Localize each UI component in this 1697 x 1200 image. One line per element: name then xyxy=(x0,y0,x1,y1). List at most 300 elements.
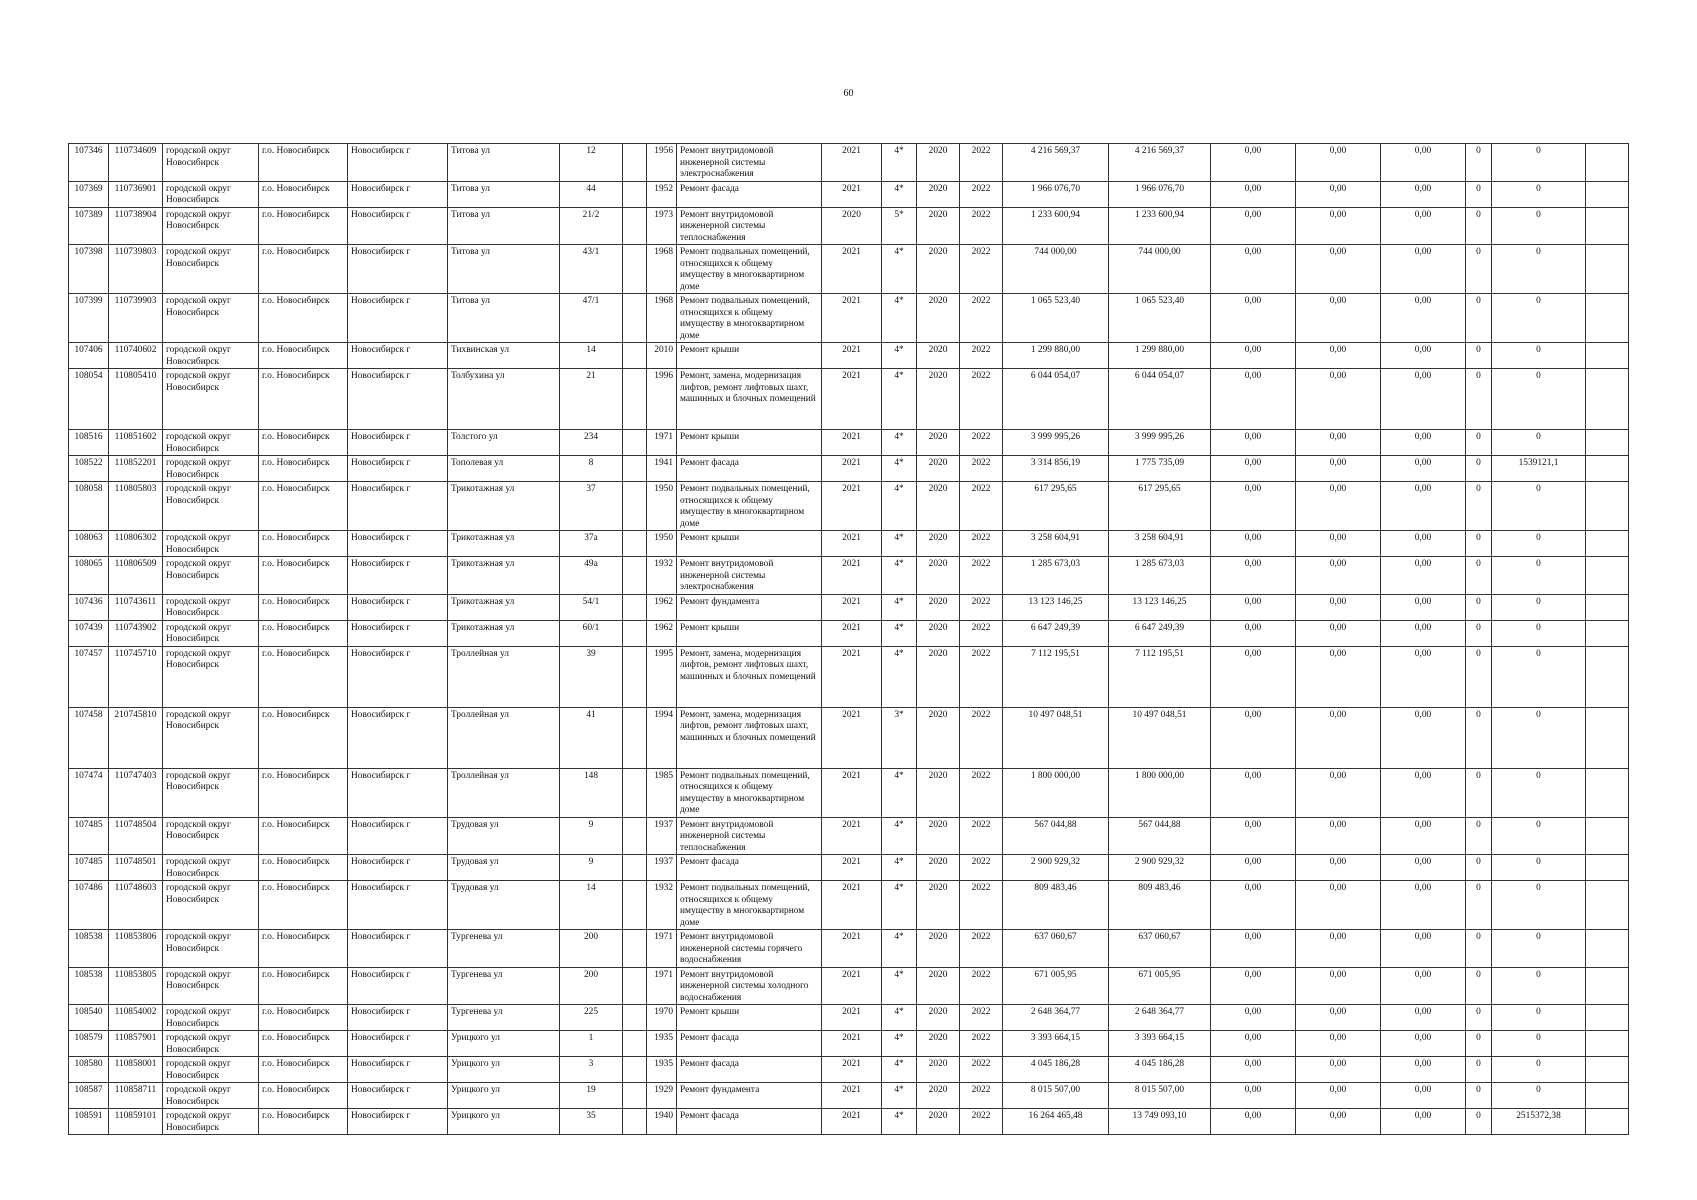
row-value-3: 0,00 xyxy=(1381,343,1466,369)
row-value-3: 0,00 xyxy=(1381,817,1466,855)
row-year-from: 2020 xyxy=(917,881,960,930)
row-blank xyxy=(623,855,647,881)
row-work-type: Ремонт внутридомовой инженерной системы холодного водоснабжения xyxy=(677,967,822,1005)
row-note xyxy=(1586,1083,1629,1109)
row-work-type: Ремонт подвальных помещений, относящихся к общему имуществу в многоквартирном доме xyxy=(677,768,822,817)
row-total-cost: 637 060,67 xyxy=(1003,930,1109,968)
row-value-5: 0 xyxy=(1492,1031,1586,1057)
row-blank xyxy=(623,369,647,430)
row-category: 4* xyxy=(882,245,917,294)
row-year: 1952 xyxy=(647,181,677,207)
row-total-cost: 3 999 995,26 xyxy=(1003,430,1109,456)
row-value-1: 0,00 xyxy=(1211,1109,1296,1135)
row-value-3: 0,00 xyxy=(1381,646,1466,707)
row-year-from: 2020 xyxy=(917,1083,960,1109)
row-house: 12 xyxy=(560,144,623,182)
row-note xyxy=(1586,768,1629,817)
row-work-type: Ремонт внутридомовой инженерной системы электроснабжения xyxy=(677,557,822,595)
row-year-from: 2020 xyxy=(917,245,960,294)
row-work-type: Ремонт фундамента xyxy=(677,594,822,620)
row-okrug: городской округ Новосибирск xyxy=(163,707,259,768)
row-work-type: Ремонт крыши xyxy=(677,620,822,646)
row-fund-cost: 1 966 076,70 xyxy=(1109,181,1211,207)
row-work-type: Ремонт фасада xyxy=(677,181,822,207)
row-value-5: 2515372,38 xyxy=(1492,1109,1586,1135)
row-note xyxy=(1586,430,1629,456)
row-value-2: 0,00 xyxy=(1296,482,1381,531)
row-work-type: Ремонт подвальных помещений, относящихся к общему имуществу в многоквартирном доме xyxy=(677,881,822,930)
row-note xyxy=(1586,1109,1629,1135)
row-value-4: 0 xyxy=(1466,620,1492,646)
table-row xyxy=(69,531,1629,557)
row-city: Новосибирск г xyxy=(348,1057,448,1083)
row-fund-cost: 2 648 364,77 xyxy=(1109,1005,1211,1031)
row-value-5: 0 xyxy=(1492,930,1586,968)
row-year-from: 2020 xyxy=(917,707,960,768)
row-work-type: Ремонт фундамента xyxy=(677,1083,822,1109)
row-year-to: 2022 xyxy=(960,817,1003,855)
row-note xyxy=(1586,207,1629,245)
row-total-cost: 7 112 195,51 xyxy=(1003,646,1109,707)
row-blank xyxy=(623,1057,647,1083)
row-note xyxy=(1586,245,1629,294)
row-id: 108522 xyxy=(69,456,109,482)
row-fund-cost: 567 044,88 xyxy=(1109,817,1211,855)
row-value-4: 0 xyxy=(1466,294,1492,343)
row-value-4: 0 xyxy=(1466,930,1492,968)
row-city: Новосибирск г xyxy=(348,557,448,595)
table-row xyxy=(69,369,1629,430)
row-total-cost: 617 295,65 xyxy=(1003,482,1109,531)
row-id: 107439 xyxy=(69,620,109,646)
row-work-type: Ремонт фасада xyxy=(677,1031,822,1057)
row-year: 1971 xyxy=(647,430,677,456)
row-municipality: г.о. Новосибирск xyxy=(259,1005,348,1031)
row-house: 8 xyxy=(560,456,623,482)
row-year-to: 2022 xyxy=(960,1083,1003,1109)
row-code: 110736901 xyxy=(109,181,163,207)
row-total-cost: 10 497 048,51 xyxy=(1003,707,1109,768)
row-category: 4* xyxy=(882,1057,917,1083)
row-value-5: 0 xyxy=(1492,294,1586,343)
row-category: 4* xyxy=(882,430,917,456)
row-okrug: городской округ Новосибирск xyxy=(163,294,259,343)
row-blank xyxy=(623,594,647,620)
row-value-2: 0,00 xyxy=(1296,456,1381,482)
row-year: 1985 xyxy=(647,768,677,817)
row-id: 107458 xyxy=(69,707,109,768)
row-value-5: 0 xyxy=(1492,181,1586,207)
row-year-to: 2022 xyxy=(960,456,1003,482)
row-fund-cost: 1 065 523,40 xyxy=(1109,294,1211,343)
row-note xyxy=(1586,594,1629,620)
row-total-cost: 1 299 880,00 xyxy=(1003,343,1109,369)
row-value-1: 0,00 xyxy=(1211,594,1296,620)
row-okrug: городской округ Новосибирск xyxy=(163,1005,259,1031)
row-house: 37а xyxy=(560,531,623,557)
row-note xyxy=(1586,482,1629,531)
row-work-type: Ремонт внутридомовой инженерной системы теплоснабжения xyxy=(677,207,822,245)
row-street: Трикотажная ул xyxy=(448,531,560,557)
table-row xyxy=(69,1109,1629,1135)
row-plan-year: 2021 xyxy=(822,967,882,1005)
row-fund-cost: 1 299 880,00 xyxy=(1109,343,1211,369)
row-value-3: 0,00 xyxy=(1381,1057,1466,1083)
row-code: 110852201 xyxy=(109,456,163,482)
table-row xyxy=(69,1057,1629,1083)
row-code: 210745810 xyxy=(109,707,163,768)
row-street: Тургенева ул xyxy=(448,1005,560,1031)
row-value-4: 0 xyxy=(1466,646,1492,707)
row-blank xyxy=(623,1031,647,1057)
row-code: 110739803 xyxy=(109,245,163,294)
row-house: 148 xyxy=(560,768,623,817)
row-fund-cost: 4 045 186,28 xyxy=(1109,1057,1211,1083)
row-total-cost: 744 000,00 xyxy=(1003,245,1109,294)
row-year-from: 2020 xyxy=(917,430,960,456)
row-year-from: 2020 xyxy=(917,207,960,245)
row-value-2: 0,00 xyxy=(1296,855,1381,881)
row-municipality: г.о. Новосибирск xyxy=(259,967,348,1005)
row-year-from: 2020 xyxy=(917,855,960,881)
row-value-2: 0,00 xyxy=(1296,1083,1381,1109)
row-plan-year: 2021 xyxy=(822,768,882,817)
row-id: 107398 xyxy=(69,245,109,294)
row-code: 110748603 xyxy=(109,881,163,930)
row-street: Титова ул xyxy=(448,144,560,182)
row-note xyxy=(1586,646,1629,707)
row-okrug: городской округ Новосибирск xyxy=(163,881,259,930)
row-okrug: городской округ Новосибирск xyxy=(163,1109,259,1135)
row-category: 4* xyxy=(882,144,917,182)
row-city: Новосибирск г xyxy=(348,144,448,182)
row-city: Новосибирск г xyxy=(348,343,448,369)
row-city: Новосибирск г xyxy=(348,1005,448,1031)
row-city: Новосибирск г xyxy=(348,456,448,482)
row-year-to: 2022 xyxy=(960,430,1003,456)
row-city: Новосибирск г xyxy=(348,207,448,245)
row-total-cost: 3 314 856,19 xyxy=(1003,456,1109,482)
row-note xyxy=(1586,1031,1629,1057)
row-municipality: г.о. Новосибирск xyxy=(259,482,348,531)
row-year: 1968 xyxy=(647,294,677,343)
row-year-to: 2022 xyxy=(960,881,1003,930)
row-plan-year: 2021 xyxy=(822,482,882,531)
row-value-4: 0 xyxy=(1466,768,1492,817)
row-value-3: 0,00 xyxy=(1381,1031,1466,1057)
row-value-3: 0,00 xyxy=(1381,1005,1466,1031)
row-category: 4* xyxy=(882,620,917,646)
row-id: 107389 xyxy=(69,207,109,245)
row-value-5: 0 xyxy=(1492,207,1586,245)
row-municipality: г.о. Новосибирск xyxy=(259,557,348,595)
row-value-5: 0 xyxy=(1492,646,1586,707)
row-city: Новосибирск г xyxy=(348,930,448,968)
row-plan-year: 2021 xyxy=(822,1057,882,1083)
row-street: Толбухина ул xyxy=(448,369,560,430)
row-street: Урицкого ул xyxy=(448,1109,560,1135)
row-code: 110745710 xyxy=(109,646,163,707)
row-okrug: городской округ Новосибирск xyxy=(163,482,259,531)
row-value-4: 0 xyxy=(1466,343,1492,369)
row-street: Титова ул xyxy=(448,245,560,294)
row-value-4: 0 xyxy=(1466,1083,1492,1109)
row-note xyxy=(1586,1005,1629,1031)
row-value-5: 0 xyxy=(1492,430,1586,456)
row-code: 110857901 xyxy=(109,1031,163,1057)
row-value-2: 0,00 xyxy=(1296,1057,1381,1083)
row-value-1: 0,00 xyxy=(1211,817,1296,855)
row-work-type: Ремонт крыши xyxy=(677,430,822,456)
row-year: 1962 xyxy=(647,594,677,620)
row-id: 107399 xyxy=(69,294,109,343)
row-value-1: 0,00 xyxy=(1211,1005,1296,1031)
row-year: 1995 xyxy=(647,646,677,707)
row-work-type: Ремонт крыши xyxy=(677,531,822,557)
row-city: Новосибирск г xyxy=(348,768,448,817)
row-fund-cost: 617 295,65 xyxy=(1109,482,1211,531)
row-value-2: 0,00 xyxy=(1296,207,1381,245)
table-row xyxy=(69,768,1629,817)
row-value-1: 0,00 xyxy=(1211,707,1296,768)
row-value-4: 0 xyxy=(1466,430,1492,456)
row-value-2: 0,00 xyxy=(1296,1031,1381,1057)
row-note xyxy=(1586,294,1629,343)
row-year-from: 2020 xyxy=(917,343,960,369)
row-year-to: 2022 xyxy=(960,369,1003,430)
row-value-2: 0,00 xyxy=(1296,557,1381,595)
table-row xyxy=(69,144,1629,182)
row-work-type: Ремонт, замена, модернизация лифтов, ремонт лифтовых шахт, машинных и блочных помещений xyxy=(677,707,822,768)
row-total-cost: 671 005,95 xyxy=(1003,967,1109,1005)
row-city: Новосибирск г xyxy=(348,620,448,646)
row-value-4: 0 xyxy=(1466,967,1492,1005)
row-year-to: 2022 xyxy=(960,620,1003,646)
row-house: 19 xyxy=(560,1083,623,1109)
row-house: 21 xyxy=(560,369,623,430)
table-row xyxy=(69,430,1629,456)
table-row xyxy=(69,456,1629,482)
row-plan-year: 2021 xyxy=(822,557,882,595)
row-note xyxy=(1586,557,1629,595)
row-plan-year: 2020 xyxy=(822,207,882,245)
row-code: 110748504 xyxy=(109,817,163,855)
row-category: 4* xyxy=(882,594,917,620)
row-house: 200 xyxy=(560,930,623,968)
row-blank xyxy=(623,881,647,930)
row-value-2: 0,00 xyxy=(1296,967,1381,1005)
row-id: 107406 xyxy=(69,343,109,369)
row-year: 2010 xyxy=(647,343,677,369)
row-value-1: 0,00 xyxy=(1211,181,1296,207)
row-city: Новосибирск г xyxy=(348,181,448,207)
table-row xyxy=(69,557,1629,595)
row-blank xyxy=(623,930,647,968)
row-blank xyxy=(623,1109,647,1135)
row-work-type: Ремонт, замена, модернизация лифтов, ремонт лифтовых шахт, машинных и блочных помещений xyxy=(677,369,822,430)
row-okrug: городской округ Новосибирск xyxy=(163,817,259,855)
row-code: 110738904 xyxy=(109,207,163,245)
row-fund-cost: 1 800 000,00 xyxy=(1109,768,1211,817)
row-work-type: Ремонт, замена, модернизация лифтов, ремонт лифтовых шахт, машинных и блочных помещений xyxy=(677,646,822,707)
row-value-3: 0,00 xyxy=(1381,967,1466,1005)
row-year-from: 2020 xyxy=(917,294,960,343)
table-row xyxy=(69,855,1629,881)
row-house: 1 xyxy=(560,1031,623,1057)
row-plan-year: 2021 xyxy=(822,430,882,456)
table-row xyxy=(69,1083,1629,1109)
row-year: 1956 xyxy=(647,144,677,182)
row-house: 44 xyxy=(560,181,623,207)
table-row xyxy=(69,967,1629,1005)
row-fund-cost: 13 123 146,25 xyxy=(1109,594,1211,620)
row-street: Тополевая ул xyxy=(448,456,560,482)
row-year-from: 2020 xyxy=(917,646,960,707)
row-value-3: 0,00 xyxy=(1381,1083,1466,1109)
table-row xyxy=(69,817,1629,855)
row-blank xyxy=(623,557,647,595)
row-value-3: 0,00 xyxy=(1381,620,1466,646)
row-municipality: г.о. Новосибирск xyxy=(259,817,348,855)
row-okrug: городской округ Новосибирск xyxy=(163,620,259,646)
row-street: Титова ул xyxy=(448,207,560,245)
row-fund-cost: 809 483,46 xyxy=(1109,881,1211,930)
row-code: 110851602 xyxy=(109,430,163,456)
row-value-4: 0 xyxy=(1466,557,1492,595)
row-blank xyxy=(623,294,647,343)
row-value-4: 0 xyxy=(1466,531,1492,557)
row-okrug: городской округ Новосибирск xyxy=(163,343,259,369)
row-city: Новосибирск г xyxy=(348,646,448,707)
row-id: 108587 xyxy=(69,1083,109,1109)
row-year-from: 2020 xyxy=(917,1005,960,1031)
row-year: 1929 xyxy=(647,1083,677,1109)
row-street: Трикотажная ул xyxy=(448,557,560,595)
row-street: Тихвинская ул xyxy=(448,343,560,369)
row-year: 1973 xyxy=(647,207,677,245)
row-fund-cost: 3 999 995,26 xyxy=(1109,430,1211,456)
row-note xyxy=(1586,930,1629,968)
row-value-2: 0,00 xyxy=(1296,817,1381,855)
row-year-to: 2022 xyxy=(960,967,1003,1005)
row-year: 1962 xyxy=(647,620,677,646)
row-year-from: 2020 xyxy=(917,557,960,595)
row-house: 14 xyxy=(560,343,623,369)
row-year-to: 2022 xyxy=(960,930,1003,968)
row-municipality: г.о. Новосибирск xyxy=(259,707,348,768)
row-year: 1940 xyxy=(647,1109,677,1135)
row-plan-year: 2021 xyxy=(822,881,882,930)
row-value-1: 0,00 xyxy=(1211,343,1296,369)
row-id: 107485 xyxy=(69,855,109,881)
table-row xyxy=(69,620,1629,646)
row-house: 37 xyxy=(560,482,623,531)
row-city: Новосибирск г xyxy=(348,707,448,768)
row-value-2: 0,00 xyxy=(1296,646,1381,707)
row-fund-cost: 6 044 054,07 xyxy=(1109,369,1211,430)
row-value-1: 0,00 xyxy=(1211,620,1296,646)
row-value-4: 0 xyxy=(1466,1057,1492,1083)
row-category: 3* xyxy=(882,707,917,768)
row-value-3: 0,00 xyxy=(1381,144,1466,182)
row-okrug: городской округ Новосибирск xyxy=(163,557,259,595)
row-category: 4* xyxy=(882,482,917,531)
row-year-to: 2022 xyxy=(960,294,1003,343)
row-house: 3 xyxy=(560,1057,623,1083)
row-municipality: г.о. Новосибирск xyxy=(259,207,348,245)
row-category: 4* xyxy=(882,557,917,595)
row-value-1: 0,00 xyxy=(1211,531,1296,557)
row-house: 60/1 xyxy=(560,620,623,646)
row-year: 1950 xyxy=(647,482,677,531)
row-year-to: 2022 xyxy=(960,343,1003,369)
row-blank xyxy=(623,343,647,369)
row-fund-cost: 2 900 929,32 xyxy=(1109,855,1211,881)
row-city: Новосибирск г xyxy=(348,855,448,881)
row-category: 4* xyxy=(882,343,917,369)
row-value-3: 0,00 xyxy=(1381,430,1466,456)
row-code: 110740602 xyxy=(109,343,163,369)
row-municipality: г.о. Новосибирск xyxy=(259,144,348,182)
row-category: 4* xyxy=(882,855,917,881)
row-total-cost: 567 044,88 xyxy=(1003,817,1109,855)
row-street: Титова ул xyxy=(448,294,560,343)
row-total-cost: 809 483,46 xyxy=(1003,881,1109,930)
row-category: 4* xyxy=(882,768,917,817)
row-id: 107486 xyxy=(69,881,109,930)
row-note xyxy=(1586,620,1629,646)
row-value-5: 0 xyxy=(1492,1005,1586,1031)
row-okrug: городской округ Новосибирск xyxy=(163,646,259,707)
row-code: 110805410 xyxy=(109,369,163,430)
row-value-5: 0 xyxy=(1492,881,1586,930)
row-id: 108065 xyxy=(69,557,109,595)
row-plan-year: 2021 xyxy=(822,181,882,207)
row-value-1: 0,00 xyxy=(1211,967,1296,1005)
row-code: 110858001 xyxy=(109,1057,163,1083)
row-note xyxy=(1586,144,1629,182)
row-house: 234 xyxy=(560,430,623,456)
row-note xyxy=(1586,343,1629,369)
row-value-2: 0,00 xyxy=(1296,1109,1381,1135)
row-category: 5* xyxy=(882,207,917,245)
row-value-5: 0 xyxy=(1492,620,1586,646)
row-total-cost: 1 966 076,70 xyxy=(1003,181,1109,207)
row-value-2: 0,00 xyxy=(1296,531,1381,557)
row-fund-cost: 3 258 604,91 xyxy=(1109,531,1211,557)
row-year-to: 2022 xyxy=(960,1031,1003,1057)
row-year: 1970 xyxy=(647,1005,677,1031)
row-note xyxy=(1586,531,1629,557)
row-value-2: 0,00 xyxy=(1296,343,1381,369)
row-city: Новосибирск г xyxy=(348,1031,448,1057)
row-value-5: 0 xyxy=(1492,594,1586,620)
row-value-2: 0,00 xyxy=(1296,707,1381,768)
row-value-2: 0,00 xyxy=(1296,1005,1381,1031)
row-blank xyxy=(623,181,647,207)
row-value-4: 0 xyxy=(1466,1005,1492,1031)
row-year-to: 2022 xyxy=(960,557,1003,595)
row-plan-year: 2021 xyxy=(822,817,882,855)
row-plan-year: 2021 xyxy=(822,531,882,557)
row-total-cost: 16 264 465,48 xyxy=(1003,1109,1109,1135)
row-value-1: 0,00 xyxy=(1211,144,1296,182)
row-total-cost: 3 258 604,91 xyxy=(1003,531,1109,557)
row-year-to: 2022 xyxy=(960,768,1003,817)
row-code: 110748501 xyxy=(109,855,163,881)
row-street: Трудовая ул xyxy=(448,881,560,930)
row-house: 54/1 xyxy=(560,594,623,620)
